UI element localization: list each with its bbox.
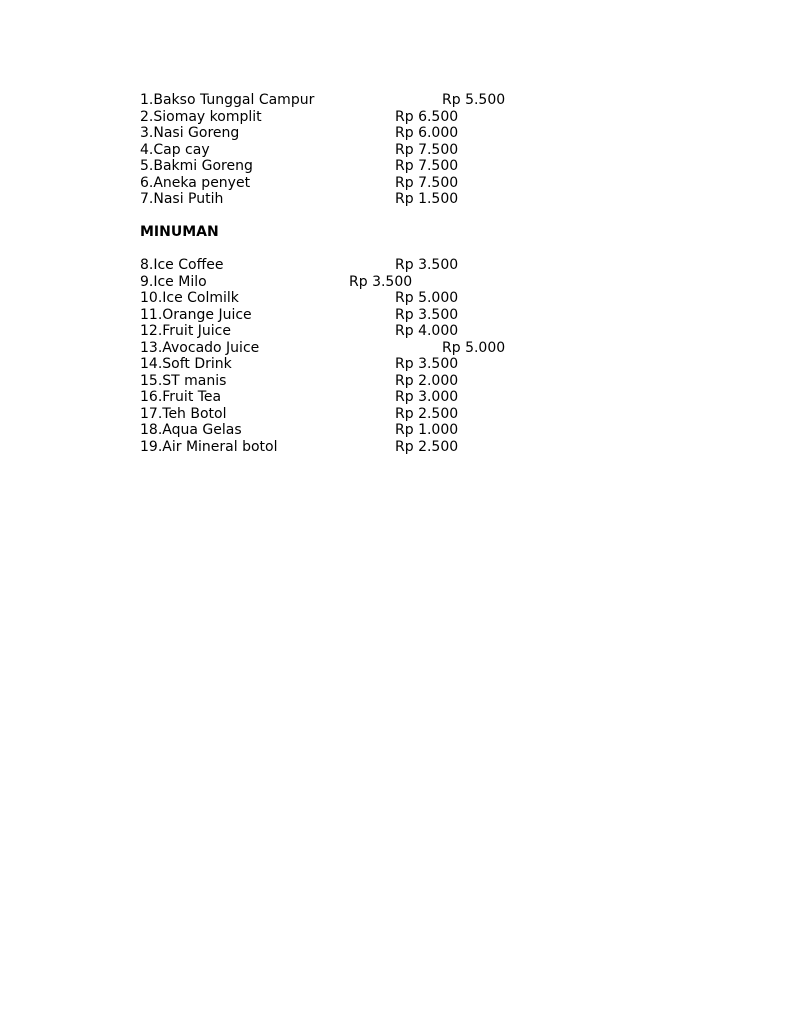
menu-row	[0, 257, 791, 274]
menu-row	[0, 307, 791, 324]
item-name: 14.Soft Drink	[140, 356, 232, 372]
item-price: Rp 3.500	[395, 356, 459, 372]
item-price: Rp 6.500	[395, 109, 459, 125]
menu-row	[0, 274, 791, 291]
menu-row	[0, 290, 791, 307]
item-price: Rp 7.500	[395, 142, 459, 158]
item-price: Rp 7.500	[395, 175, 459, 191]
item-price: Rp 2.500	[395, 406, 459, 422]
item-name: 3.Nasi Goreng	[140, 125, 240, 141]
item-price: Rp 4.000	[395, 323, 459, 339]
item-price: Rp 5.000	[395, 290, 459, 306]
item-name: 7.Nasi Putih	[140, 191, 224, 207]
menu-row	[0, 406, 791, 423]
item-price: Rp 1.000	[395, 422, 459, 438]
item-price: Rp 2.500	[395, 439, 459, 455]
item-price: Rp 1.500	[395, 191, 459, 207]
menu-row	[0, 422, 791, 439]
item-price: Rp 7.500	[395, 158, 459, 174]
item-name: 19.Air Mineral botol	[140, 439, 278, 455]
item-name: 1.Bakso Tunggal Campur	[140, 92, 315, 108]
item-name: 8.Ice Coffee	[140, 257, 224, 273]
item-price: Rp 3.000	[395, 389, 459, 405]
menu-row	[0, 175, 791, 192]
item-name: 9.Ice Milo	[140, 274, 207, 290]
section-heading-minuman: MINUMAN	[140, 224, 219, 240]
item-price: Rp 6.000	[395, 125, 459, 141]
menu-row	[0, 125, 791, 142]
item-name: 11.Orange Juice	[140, 307, 252, 323]
menu-row	[0, 356, 791, 373]
item-price: Rp 3.500	[395, 257, 459, 273]
menu-row	[0, 439, 791, 456]
item-name: 12.Fruit Juice	[140, 323, 231, 339]
menu-row	[0, 340, 791, 357]
menu-row	[0, 92, 791, 109]
menu-row	[0, 389, 791, 406]
menu-row	[0, 191, 791, 208]
item-name: 5.Bakmi Goreng	[140, 158, 253, 174]
menu-row	[0, 109, 791, 126]
item-price: Rp 5.000	[442, 340, 506, 356]
item-price: Rp 3.500	[349, 274, 413, 290]
item-name: 6.Aneka penyet	[140, 175, 251, 191]
item-name: 15.ST manis	[140, 373, 227, 389]
item-name: 18.Aqua Gelas	[140, 422, 242, 438]
item-price: Rp 3.500	[395, 307, 459, 323]
item-name: 16.Fruit Tea	[140, 389, 222, 405]
item-name: 2.Siomay komplit	[140, 109, 262, 125]
menu-row	[0, 373, 791, 390]
menu-row	[0, 142, 791, 159]
item-price: Rp 5.500	[442, 92, 506, 108]
item-name: 13.Avocado Juice	[140, 340, 260, 356]
menu-row	[0, 158, 791, 175]
item-name: 17.Teh Botol	[140, 406, 227, 422]
item-price: Rp 2.000	[395, 373, 459, 389]
item-name: 10.Ice Colmilk	[140, 290, 239, 306]
menu-row	[0, 323, 791, 340]
item-name: 4.Cap cay	[140, 142, 210, 158]
